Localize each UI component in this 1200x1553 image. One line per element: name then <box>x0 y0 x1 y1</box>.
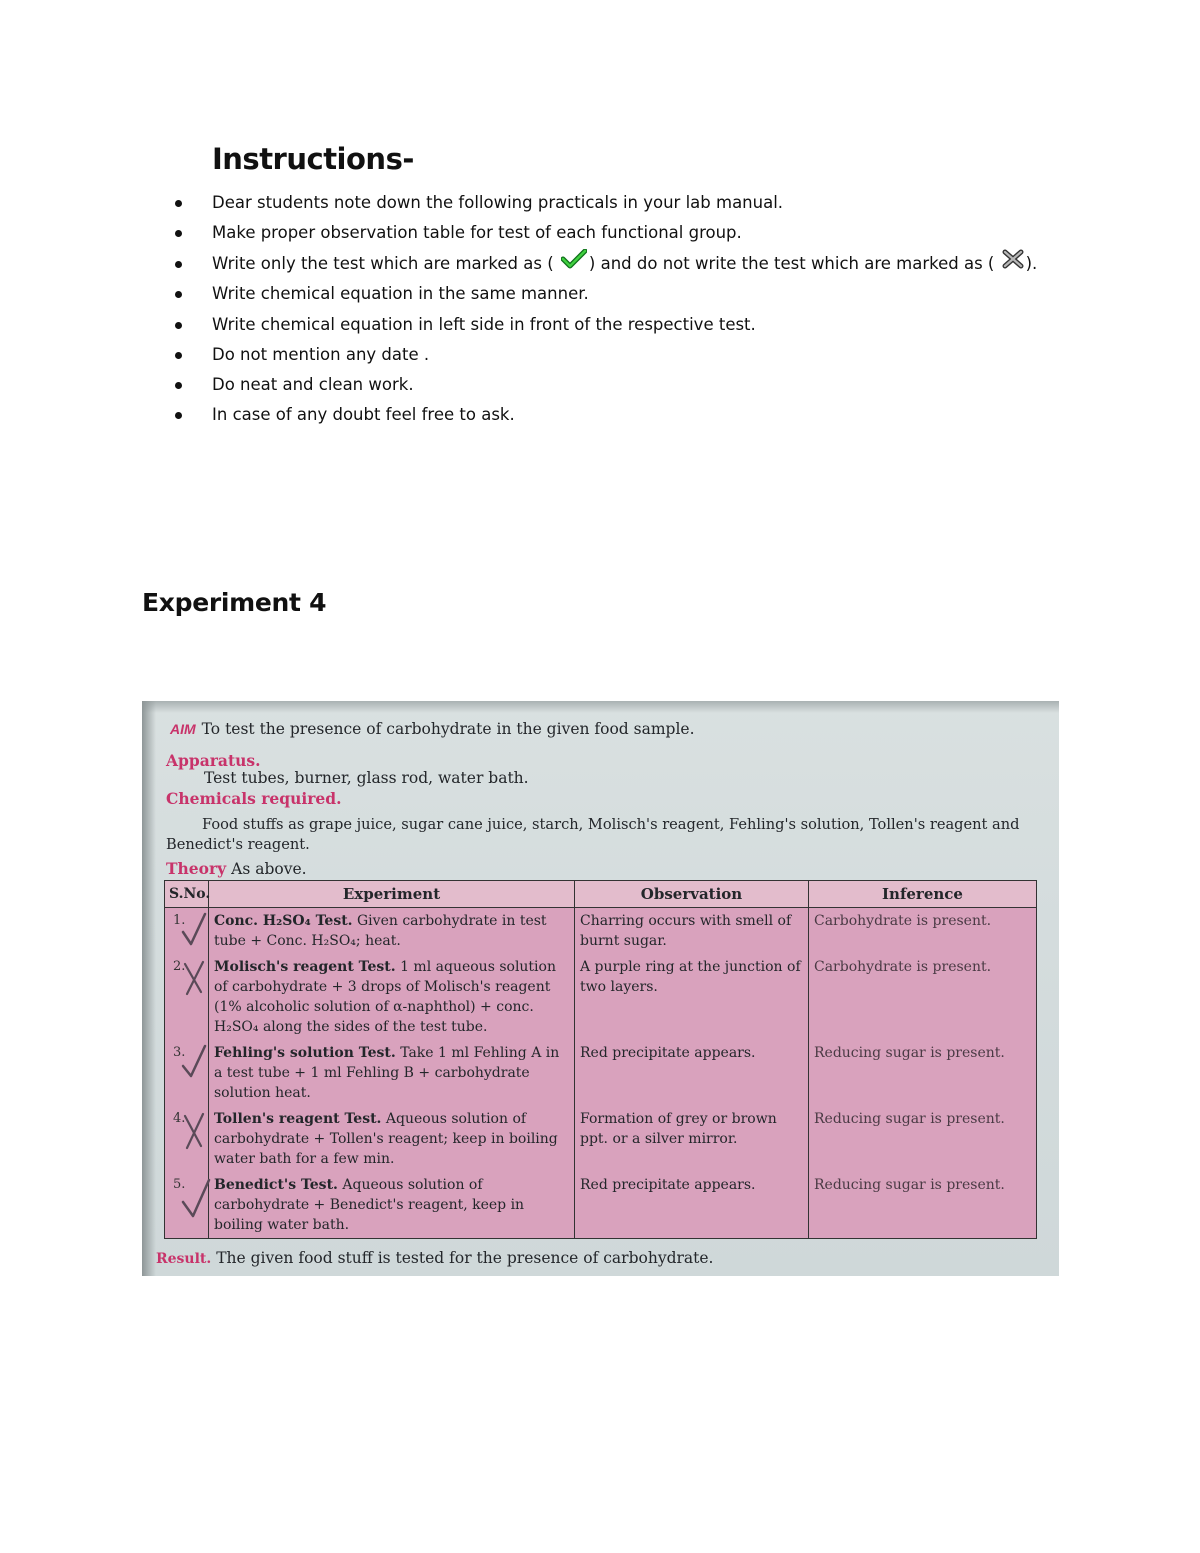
theory-text: As above. <box>231 860 307 878</box>
cell-observation: Charring occurs with smell of burnt sugar. <box>575 908 809 955</box>
column-header-sno: S.No. <box>165 881 209 908</box>
cell-experiment: Conc. H₂SO₄ Test. Given carbohydrate in test tube + Conc. H₂SO₄; heat. <box>209 908 575 955</box>
cell-sno: 2. <box>165 954 209 1040</box>
table-row <box>165 1106 1037 1172</box>
result-line <box>156 1249 713 1267</box>
cell-observation: A purple ring at the junction of two layers. <box>575 954 809 1040</box>
experiment-heading: Experiment 4 <box>142 588 327 617</box>
photo-shadow <box>142 701 156 1276</box>
table-row <box>165 1172 1037 1239</box>
list-item: In case of any doubt feel free to ask. <box>212 400 1072 430</box>
photo-shadow <box>142 701 1059 713</box>
cell-inference: Carbohydrate is present. <box>809 954 1037 1040</box>
cell-experiment: Fehling's solution Test. Take 1 ml Fehling A in a test tube + 1 ml Fehling B + carbohydrate solution heat. <box>209 1040 575 1106</box>
cell-inference: Reducing sugar is present. <box>809 1172 1037 1239</box>
result-label: Result. <box>156 1251 212 1267</box>
cell-experiment: Molisch's reagent Test. 1 ml aqueous solution of carbohydrate + 3 drops of Molisch's reagent (1% alcoholic solution of α-naphthol) + conc. H₂SO₄ along the sides of the test tube. <box>209 954 575 1040</box>
cell-experiment: Tollen's reagent Test. Aqueous solution of carbohydrate + Tollen's reagent; keep in boiling water bath for a few min. <box>209 1106 575 1172</box>
chemicals-text: Benedict's reagent. <box>166 836 310 853</box>
textbook-photo <box>142 701 1059 1276</box>
cell-observation: Red precipitate appears. <box>575 1172 809 1239</box>
cell-observation: Red precipitate appears. <box>575 1040 809 1106</box>
theory-line <box>166 859 307 878</box>
pen-tick-icon <box>181 912 207 948</box>
cell-sno: 3. <box>165 1040 209 1106</box>
apparatus-text: Test tubes, burner, glass rod, water bath. <box>204 769 529 787</box>
cell-sno: 1. <box>165 908 209 955</box>
pen-cross-icon <box>181 958 207 998</box>
check-mark-icon <box>561 249 587 279</box>
column-header-observation: Observation <box>575 881 809 908</box>
column-header-experiment: Experiment <box>209 881 575 908</box>
instructions-list <box>212 188 1072 431</box>
list-item: Write only the test which are marked as ( ) and do not write the test which are marked as ( ). <box>212 249 1072 280</box>
list-item: Do neat and clean work. <box>212 370 1072 400</box>
experiment-table <box>164 880 1037 1239</box>
pen-tick-icon <box>181 1176 211 1220</box>
list-item: Do not mention any date . <box>212 340 1072 370</box>
instructions-heading: Instructions- <box>212 142 414 176</box>
list-item: Make proper observation table for test of each functional group. <box>212 218 1072 248</box>
list-item: Write chemical equation in the same manner. <box>212 279 1072 309</box>
cell-inference: Carbohydrate is present. <box>809 908 1037 955</box>
cell-sno: 5. <box>165 1172 209 1239</box>
aim-line <box>170 720 695 738</box>
pen-cross-icon <box>181 1110 207 1150</box>
list-item: Write chemical equation in left side in front of the respective test. <box>212 310 1072 340</box>
column-header-inference: Inference <box>809 881 1037 908</box>
chemicals-text: Food stuffs as grape juice, sugar cane juice, starch, Molisch's reagent, Fehling's solution, Tollen's reagent and <box>202 816 1020 833</box>
cross-mark-icon <box>1002 249 1024 279</box>
table-row <box>165 1040 1037 1106</box>
result-text: The given food stuff is tested for the presence of carbohydrate. <box>216 1249 714 1267</box>
cell-inference: Reducing sugar is present. <box>809 1040 1037 1106</box>
cell-sno: 4. <box>165 1106 209 1172</box>
aim-text: To test the presence of carbohydrate in the given food sample. <box>201 720 695 738</box>
cell-observation: Formation of grey or brown ppt. or a silver mirror. <box>575 1106 809 1172</box>
table-row <box>165 908 1037 955</box>
list-item: Dear students note down the following practicals in your lab manual. <box>212 188 1072 218</box>
cell-experiment: Benedict's Test. Aqueous solution of carbohydrate + Benedict's reagent, keep in boiling water bath. <box>209 1172 575 1239</box>
cell-inference: Reducing sugar is present. <box>809 1106 1037 1172</box>
table-header-row <box>165 881 1037 908</box>
apparatus-label: Apparatus. <box>166 751 261 770</box>
aim-label: AIM <box>170 721 196 737</box>
theory-label: Theory <box>166 859 227 878</box>
chemicals-label: Chemicals required. <box>166 789 342 808</box>
pen-tick-icon <box>181 1044 207 1080</box>
table-row <box>165 954 1037 1040</box>
